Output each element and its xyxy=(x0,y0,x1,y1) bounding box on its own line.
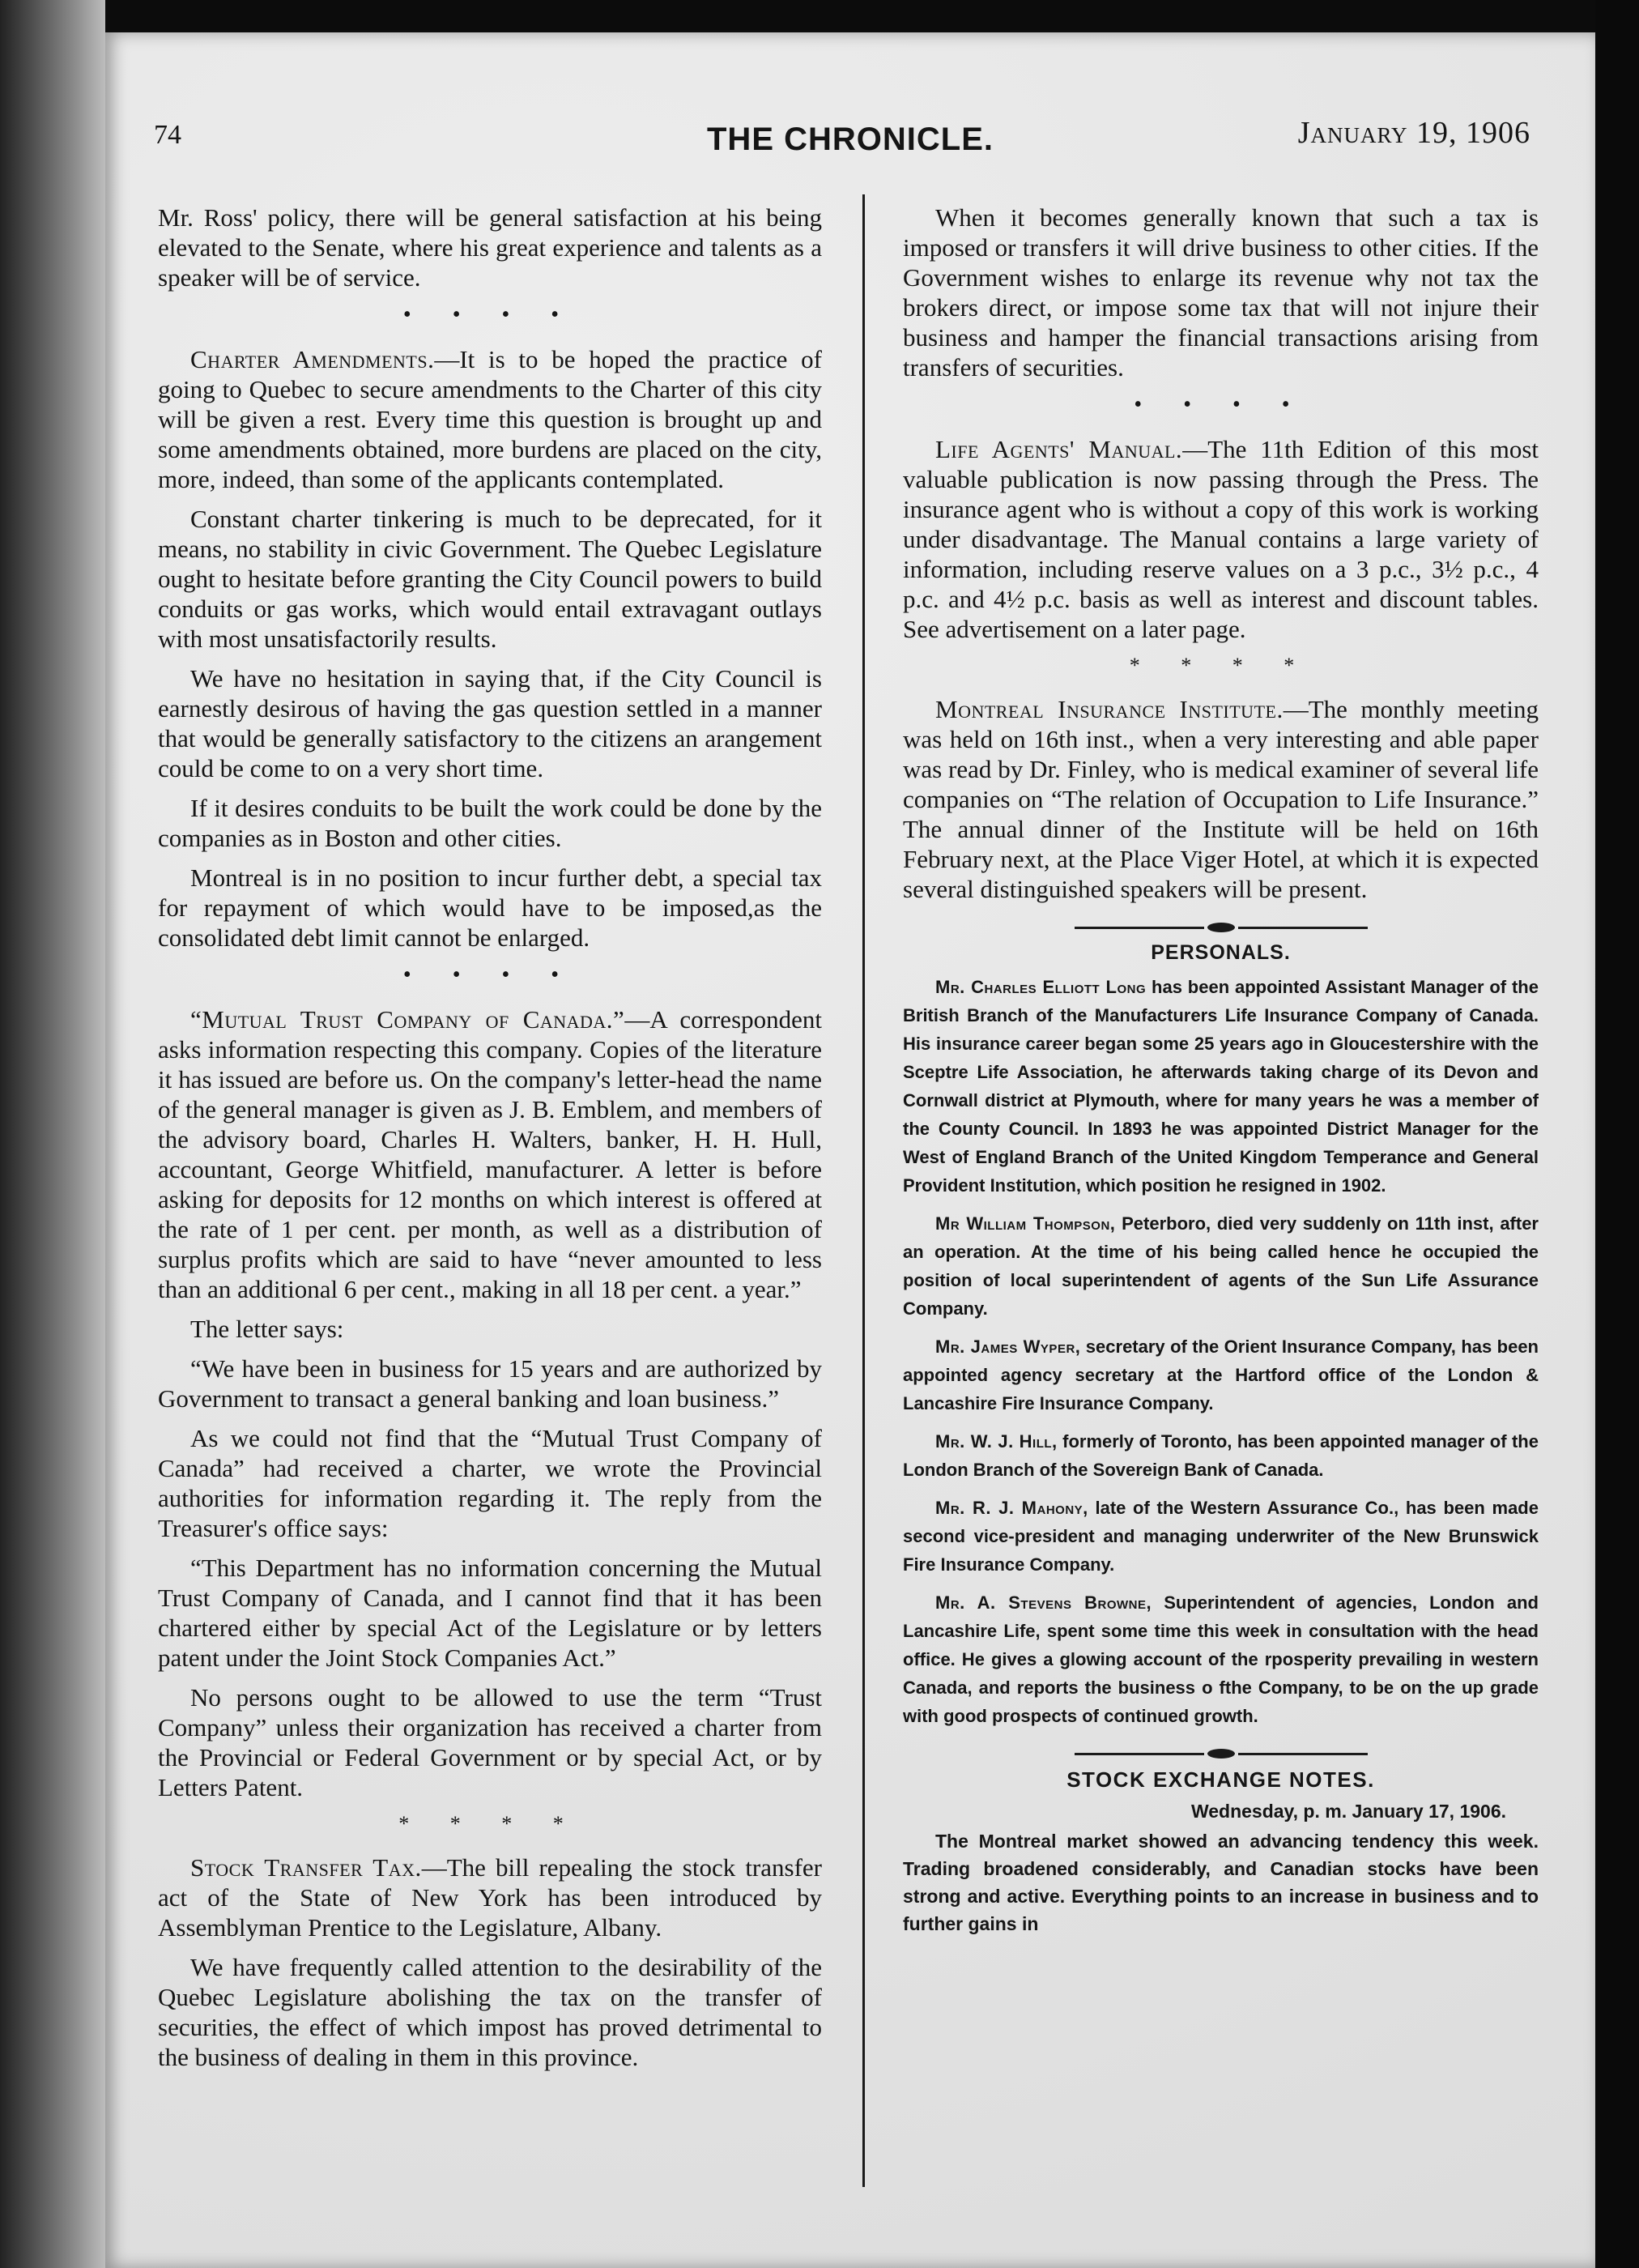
section-separator: * * * * xyxy=(398,1812,581,1835)
section-separator: • • • • xyxy=(402,302,577,327)
personal-name: Mr. James Wyper, xyxy=(935,1336,1081,1357)
ornament-divider xyxy=(903,914,1539,938)
stock-notes-paragraph: The Montreal market showed an advancing tendency this week. Trading broadened considerably, and Canadian stocks have been strong and active. Everything points to an increase in business and to further gains in xyxy=(903,1831,1539,1934)
paragraph: If it desires conduits to be built the work could be done by the companies as in Boston and other cities. xyxy=(158,794,822,852)
personals-heading: PERSONALS. xyxy=(1151,941,1291,964)
personal-name: Mr. Charles Elliott Long xyxy=(935,977,1147,997)
page-header xyxy=(154,81,1547,157)
binder-edge xyxy=(1595,0,1639,2268)
personal-name: Mr. A. Stevens Browne, xyxy=(935,1592,1152,1613)
column-divider xyxy=(862,194,865,2187)
paragraph: No persons ought to be allowed to use the term “Trust Company” unless their organization has received a charter from the Provincial or Federal Government or by special Act, or by Letters Patent. xyxy=(158,1683,822,1801)
paragraph: The letter says: xyxy=(190,1315,344,1343)
newspaper-page xyxy=(105,32,1595,2268)
personal-item: Mr. Charles Elliott Long has been appointed Assistant Manager of the British Branch of the Manufacturers Life Insurance Company of Canada. His insurance career began some 25 years ago in Gloucestershire with the Sceptre Life Association, he afterwards taking charge of its Devon and Cornwall district at Plymouth, where for many years he was a member of the County Council. In 1893 he was appointed District Manager for the West of England Branch of the United Kingdom Temperance and General Provident Institution, which position he resigned in 1902. xyxy=(903,977,1539,1196)
article-stock-transfer-tax: Stock Transfer Tax.—The bill repealing the stock transfer act of the State of New York has been introduced by Assemblyman Prentice to the Legislature, Albany. xyxy=(158,1853,822,1942)
section-separator: • • • • xyxy=(1134,392,1308,417)
ornament-divider xyxy=(903,1740,1539,1764)
left-column xyxy=(158,202,822,2228)
personal-item: Mr William Thompson, Peterboro, died very suddenly on 11th inst, after an operation. At the time of his being called hence he occupied the position of local superintendent of agents of the Sun Life Assurance Company. xyxy=(903,1213,1539,1319)
issue-date: January 19, 1906 xyxy=(1297,116,1530,150)
article-stock-transfer-continued: When it becomes generally known that such a tax is imposed or transfers it will drive business to other cities. If the Government wishes to enlarge its revenue why not tax the brokers direct, or impose some tax that will not injure their business and hamper the financial transactions arising from transfers of securities. xyxy=(903,203,1539,382)
paragraph: “This Department has no information concerning the Mutual Trust Company of Canada, and I cannot find that it has been chartered either by special Act of the Legislature or by letters patent under the Joint Stock Companies Act.” xyxy=(158,1554,822,1672)
paragraph: Constant charter tinkering is much to be deprecated, for it means, no stability in civic Government. The Quebec Legislature ought to hesitate before granting the City Council powers to build conduits or gas works, which would entail extravagant outlays with most unsatisfactorily results. xyxy=(158,505,822,653)
article-life-agents-manual: Life Agents' Manual.—The 11th Edition of this most valuable publication is now passing through the Press. The insurance agent who is without a copy of this work is working under disadvantage. The Manual contains a large variety of information, including reserve values on a 3 p.c., 3½ p.c., 4 p.c. and 4½ p.c. basis as well as interest and discount tables. See advertisement on a later page. xyxy=(903,435,1539,643)
personal-item: Mr. James Wyper, secretary of the Orient Insurance Company, has been appointed agency secretary at the Hartford office of the London & Lancashire Fire Insurance Company. xyxy=(903,1336,1539,1413)
stock-notes-dateline: Wednesday, p. m. January 17, 1906. xyxy=(1190,1801,1506,1822)
stock-exchange-notes-heading: STOCK EXCHANGE NOTES. xyxy=(1066,1767,1375,1792)
personal-name: Mr William Thompson, xyxy=(935,1213,1116,1234)
paragraph: As we could not find that the “Mutual Trust Company of Canada” had received a charter, we wrote the Provincial authorities for information regarding it. The reply from the Treasurer's office says: xyxy=(158,1424,822,1542)
article-heading: Montreal Insurance Institute. xyxy=(935,695,1284,723)
personal-item: Mr. R. J. Mahony, late of the Western Assurance Co., has been made second vice-president and managing underwriter of the New Brunswick Fire Insurance Company. xyxy=(903,1498,1539,1575)
book-spine xyxy=(0,0,105,2268)
personal-name: Mr. R. J. Mahony, xyxy=(935,1498,1088,1518)
paragraph: We have no hesitation in saying that, if the City Council is earnestly desirous of having the gas question settled in a manner that would be generally satisfactory to the citizens an arangement could be come to on a very short time. xyxy=(158,664,822,782)
paragraph: We have frequently called attention to the desirability of the Quebec Legislature abolishing the tax on the transfer of securities, the effect of which impost has proved detrimental to the business of dealing in them in this province. xyxy=(158,1953,822,2071)
article-heading: Stock Transfer Tax. xyxy=(190,1853,422,1882)
personal-item: Mr. W. J. Hill, formerly of Toronto, has been appointed manager of the London Branch of the Sovereign Bank of Canada. xyxy=(903,1431,1539,1480)
article-mutual-trust: “Mutual Trust Company of Canada.”—A correspondent asks information respecting this company. Copies of the literature it has issued are before us. On the company's letter-head the name of the general manager is given as J. B. Emblem, and members of the advisory board, Charles H. Walters, banker, H. H. Hull, accountant, George Whitfield, manufacturer. A letter is before asking for deposits for 12 months on which interest is offered at the rate of 1 per cent. per month, as well as a distribution of surplus profits which are said to have “never amounted to less than an additional 6 per cent., making in all 18 per cent. a year.” xyxy=(158,1005,822,1303)
article-ross-continued: Mr. Ross' policy, there will be general satisfaction at his being elevated to the Senate, where his great experience and talents as a speaker will be of service. xyxy=(158,203,822,292)
section-separator: • • • • xyxy=(402,962,577,987)
article-montreal-insurance-institute: Montreal Insurance Institute.—The monthly meeting was held on 16th inst., when a very interesting and able paper was read by Dr. Finley, who is medical examiner of several life companies on “The relation of Occupation to Life Insurance.” The annual dinner of the Institute will be held on 16th February next, at the Place Viger Hotel, at which it is expected several distinguished speakers will be present. xyxy=(903,695,1539,903)
personal-name: Mr. W. J. Hill, xyxy=(935,1431,1058,1452)
article-heading: Charter Amendments. xyxy=(190,345,435,373)
article-charter-amendments: Charter Amendments.—It is to be hoped the practice of going to Quebec to secure amendments to the Charter of this city will be given a rest. Every time this question is brought up and some amendments obtained, more burdens are placed on the city, more, indeed, than some of the applicants contemplated. xyxy=(158,345,822,493)
personal-item: Mr. A. Stevens Browne, Superintendent of agencies, London and Lancashire Life, spent some time this week in consultation with the head office. He gives a glowing account of the rposperity prevailing in western Canada, and reports the business o fthe Company, to be on the up grade with good prospects of continued growth. xyxy=(903,1592,1539,1726)
right-column xyxy=(903,202,1539,2228)
section-separator: * * * * xyxy=(1129,654,1313,677)
paragraph: Montreal is in no position to incur further debt, a special tax for repayment of which would have to be imposed,as the consolidated debt limit cannot be enlarged. xyxy=(158,863,822,952)
publication-title: THE CHRONICLE. xyxy=(707,122,994,157)
page-number: 74 xyxy=(154,120,181,150)
article-heading: “Mutual Trust Company of Canada.” xyxy=(190,1005,625,1034)
article-heading: Life Agents' Manual. xyxy=(935,435,1183,463)
paragraph: “We have been in business for 15 years and are authorized by Government to transact a general banking and loan business.” xyxy=(158,1354,822,1413)
